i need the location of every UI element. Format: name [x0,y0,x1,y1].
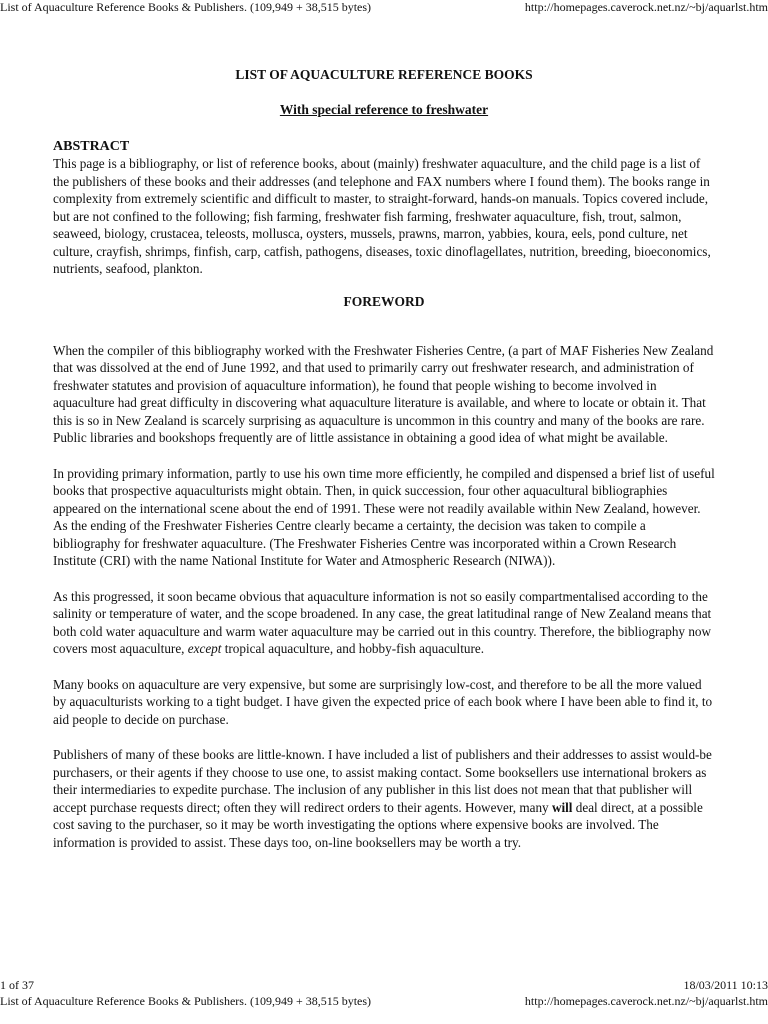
abstract-heading: ABSTRACT [53,139,130,154]
paragraph-3-text-a: As this progressed, it soon became obvious that aquaculture information is not so easily compartmentalised according to the salinity or temperature of water, and the scope broadened. In any case, the great latitudinal range of New Zealand means that both cold water aquaculture and warm water aquaculture may be carried out in this country. Therefore, the bibliography now covers most aquaculture, [53,588,712,656]
print-footer-top [0,978,768,994]
paragraph-3-emphasis: except [187,641,222,656]
print-header-url[interactable]: http://homepages.caverock.net.nz/~bj/aquarlst.htm [524,0,768,14]
print-header [0,0,768,16]
foreword-paragraph-1: When the compiler of this bibliography worked with the Freshwater Fisheries Centre, (a part of MAF Fisheries New Zealand that was dissolved at the end of June 1992, and that used to primarily carry out freshwater research, and administration of freshwater statutes and provision of aquaculture information), he found that people wishing to become involved in aquaculture had great difficulty in discovering what aquaculture literature is available, and where to locate or obtain it. That this is so in New Zealand is scarcely surprising as aquaculture is uncommon in this country and many of the books are rare. Public libraries and bookshops frequently are of little assistance in obtaining a good idea of what might be available. [53,342,714,445]
document-body [53,67,715,851]
foreword-paragraph-2: In providing primary information, partly to use his own time more efficiently, he compiled and dispensed a brief list of useful books that prospective aquaculturists might obtain. Then, in quick succession, four other aquacultural bibliographies appeared on the international scene about the end of 1991. These were not readily available within New Zealand, however. As the ending of the Freshwater Fisheries Centre clearly became a certainty, the decision was taken to compile a bibliography for freshwater aquaculture. (The Freshwater Fisheries Centre was incorporated within a Crown Research Institute (CRI) with the name National Institute for Water and Atmospheric Research (NIWA)). [53,465,715,568]
print-footer-bottom [0,994,768,1010]
print-header-title: List of Aquaculture Reference Books & Publishers. (109,949 + 38,515 bytes) [0,0,372,14]
paragraph-5-text-a: Publishers of many of these books are little-known. I have included a list of publishers and their addresses to assist would-be purchasers, or their agents if they choose to use one, to assist making contact. Some booksellers use international brokers as their intermediaries to expedite purchase. The inclusion of any publisher in this list does not mean that that publisher will accept purchase requests direct; often they will redirect orders to their agents. However, many [53,747,712,815]
foreword-paragraph-5 [53,746,715,851]
paragraph-3-text-b: tropical aquaculture, and hobby-fish aquaculture. [221,641,484,656]
print-footer-url[interactable]: http://homepages.caverock.net.nz/~bj/aquarlst.htm [524,994,768,1008]
foreword-paragraph-3 [53,588,715,658]
paragraph-5-text-b: deal direct, at a possible cost saving to the purchaser, so it may be worth investigating the options where expensive books are involved. The information is provided to assist. These days too, on-line booksellers may be worth a try. [53,799,703,850]
print-footer-title: List of Aquaculture Reference Books & Publishers. (109,949 + 38,515 bytes) [0,994,372,1008]
page-count: 1 of 37 [0,978,34,992]
page-subtitle: With special reference to freshwater [279,102,489,117]
foreword-heading: FOREWORD [343,293,425,309]
paragraph-5-strong: will [551,799,573,815]
abstract-text: This page is a bibliography, or list of reference books, about (mainly) freshwater aquaculture, and the child page is a list of the publishers of these books and their addresses (and telephone and FAX numbers where I found them). The books range in complexity from extremely scientific and difficult to master, to straight-forward, hands-on manuals. Topics covered include, but are not confined to the following; fish farming, freshwater fish farming, freshwater aquaculture, fish, trout, salmon, seaweed, biology, crustacea, teleosts, mollusca, oysters, mussels, prawns, marron, yabbies, koura, eels, pond culture, net culture, crayfish, shrimps, finfish, carp, catfish, pathogens, diseases, toxic dinoflagellates, nutrition, breeding, bioeconomics, nutrients, seafood, plankton. [53,156,711,276]
print-datetime: 18/03/2011 10:13 [683,978,768,992]
foreword-paragraph-4: Many books on aquaculture are very expensive, but some are surprisingly low-cost, and therefore to be all the more valued by aquaculturists working to a tight budget. I have given the expected price of each book where I have been able to find it, to aid people to decide on purchase. [53,676,713,727]
page-title: LIST OF AQUACULTURE REFERENCE BOOKS [235,67,533,82]
